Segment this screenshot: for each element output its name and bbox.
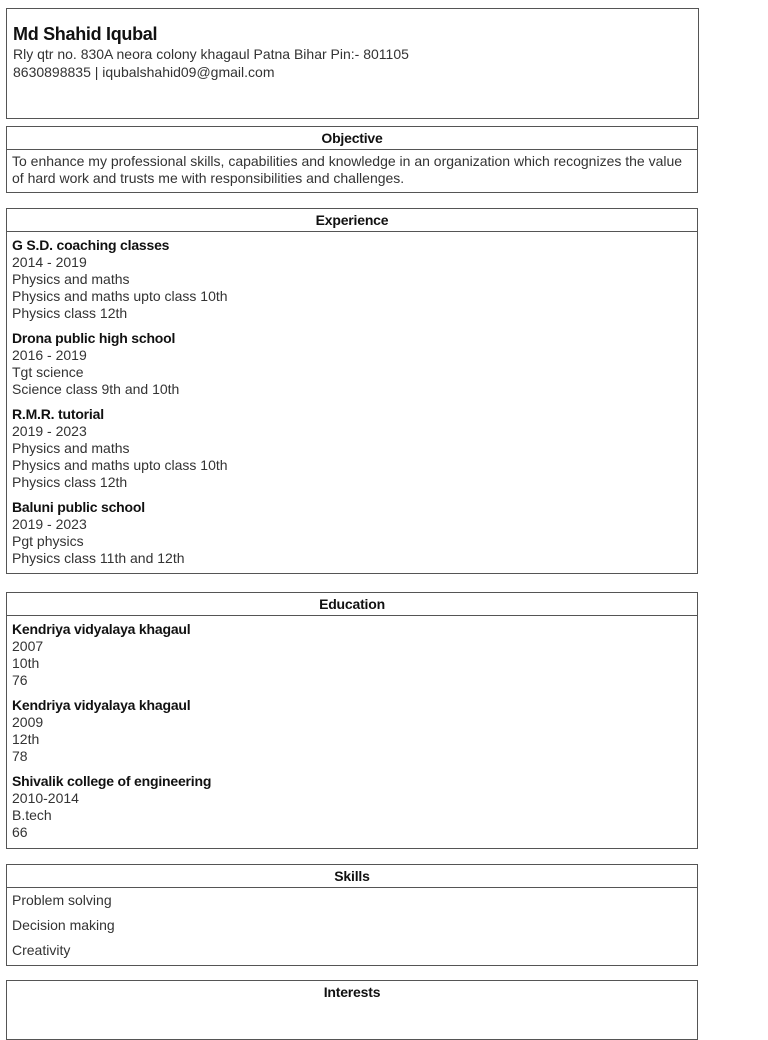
experience-entry-line: Physics and maths — [12, 440, 130, 456]
experience-entry-title: Drona public high school — [12, 330, 176, 346]
education-entry-line: 66 — [12, 824, 28, 840]
education-entry — [12, 621, 692, 689]
section-heading-interests: Interests — [323, 984, 381, 1000]
experience-entry-line: 2019 - 2023 — [12, 516, 87, 532]
education-entry-line: 78 — [12, 748, 28, 764]
experience-entry-line: Physics and maths upto class 10th — [12, 288, 228, 304]
experience-entry-line: Pgt physics — [12, 533, 84, 549]
section-heading-experience: Experience — [7, 209, 697, 232]
experience-section — [6, 208, 698, 574]
skills-section — [6, 864, 698, 966]
education-entry — [12, 773, 692, 841]
education-entry-title: Kendriya vidyalaya khagaul — [12, 697, 191, 713]
experience-entry — [12, 237, 692, 322]
experience-entry — [12, 406, 692, 491]
education-entry-line: 2007 — [12, 638, 44, 654]
experience-entry-line: Physics class 12th — [12, 305, 128, 321]
education-entry — [12, 697, 692, 765]
experience-entry-line: Physics class 11th and 12th — [12, 550, 185, 566]
experience-entry-title: R.M.R. tutorial — [12, 406, 104, 422]
experience-entry-title: Baluni public school — [12, 499, 145, 515]
address-line: Rly qtr no. 830A neora colony khagaul Patna Bihar Pin:- 801105 — [13, 46, 409, 62]
objective-section — [6, 126, 698, 193]
section-heading-objective: Objective — [7, 127, 697, 150]
experience-entry-line: Tgt science — [12, 364, 84, 380]
skill-item: Decision making — [12, 917, 115, 933]
education-entry-line: 2010-2014 — [12, 790, 79, 806]
experience-entry-line: Physics and maths — [12, 271, 130, 287]
education-entry-line: 12th — [12, 731, 40, 747]
skill-item: Creativity — [12, 942, 71, 958]
education-section — [6, 592, 698, 849]
experience-entry-line: Physics class 12th — [12, 474, 128, 490]
experience-entry — [12, 499, 692, 567]
education-entry-line: B.tech — [12, 807, 52, 823]
education-entry-line: 10th — [12, 655, 40, 671]
section-heading-education: Education — [7, 593, 697, 616]
candidate-name: Md Shahid Iqubal — [13, 24, 158, 44]
experience-entry-line: 2014 - 2019 — [12, 254, 87, 270]
experience-entry — [12, 330, 692, 398]
experience-entry-line: Science class 9th and 10th — [12, 381, 180, 397]
contact-line: 8630898835 | iqubalshahid09@gmail.com — [13, 64, 275, 80]
objective-text: To enhance my professional skills, capabilities and knowledge in an organization which recognizes the value of hard work and trusts me with responsibilities and challenges. — [12, 153, 683, 186]
education-entry-line: 2009 — [12, 714, 44, 730]
interests-section — [6, 980, 698, 1040]
education-entry-line: 76 — [12, 672, 28, 688]
section-heading-skills: Skills — [7, 865, 697, 888]
skill-item: Problem solving — [12, 892, 112, 908]
education-entry-title: Kendriya vidyalaya khagaul — [12, 621, 191, 637]
resume-header — [6, 8, 699, 119]
experience-entry-line: 2016 - 2019 — [12, 347, 87, 363]
experience-entry-title: G S.D. coaching classes — [12, 237, 170, 253]
experience-entry-line: 2019 - 2023 — [12, 423, 87, 439]
experience-entry-line: Physics and maths upto class 10th — [12, 457, 228, 473]
education-entry-title: Shivalik college of engineering — [12, 773, 212, 789]
